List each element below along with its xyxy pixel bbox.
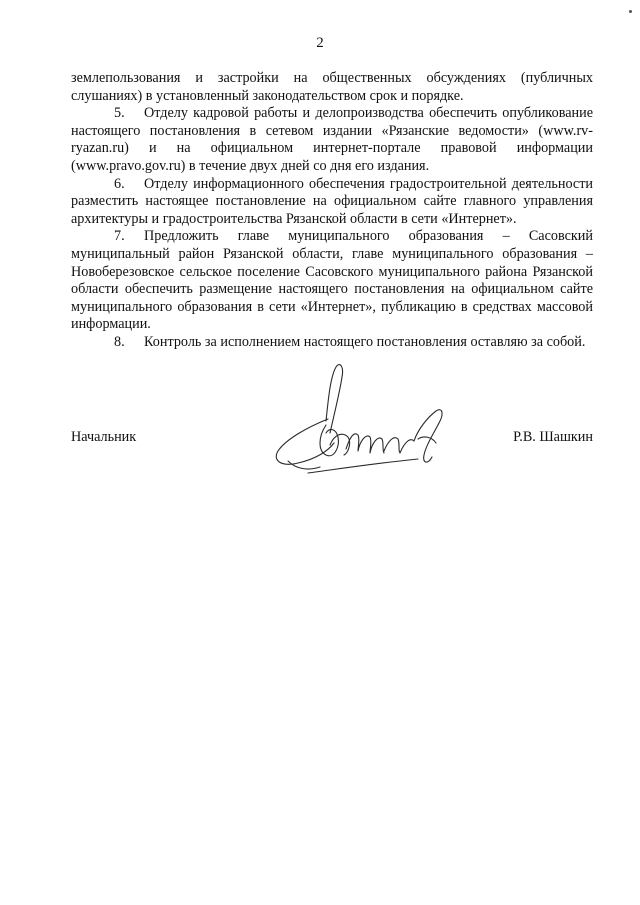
page-number: 2 (316, 35, 324, 51)
paragraph-5 (71, 105, 593, 175)
paragraph-text: Предложить главе муниципального образования – Сасовский муниципальный район Рязанской области, главе муниципального образования – Новоберезовское сельское поселение Сасовского муниципального района Рязанской области обеспечить размещение настоящего постановления на официальном сайте муниципального образования в сети «Интернет», публикацию в средствах массовой информации. (71, 228, 593, 333)
paragraph-number: 6. (114, 175, 125, 192)
signatory-title: Начальник (71, 429, 137, 445)
paragraph-6 (71, 176, 593, 229)
paragraph-number: 8. (114, 333, 125, 350)
paragraph-text: Контроль за исполнением настоящего постановления оставляю за собой. (144, 333, 586, 350)
document-body (71, 70, 593, 352)
paragraph-text: Отделу кадровой работы и делопроизводства обеспечить опубликование настоящего постановления в сетевом издании «Рязанские ведомости» (www.rv-ryazan.ru) и на официальном интернет-портале правовой информации (www.pravo.gov.ru) в течение двух дней со дня его издания. (71, 105, 593, 174)
paragraph-number: 7. (114, 228, 125, 245)
paragraph-text: Отделу информационного обеспечения градостроительной деятельности разместить настоящее постановление на официальном сайте главного управления архитектуры и градостроительства Рязанской области в сети «Интернет». (71, 175, 593, 227)
paragraph-continuation (71, 70, 593, 105)
handwritten-signature (268, 355, 453, 485)
paragraph-8 (71, 334, 593, 352)
paragraph-text: землепользования и застройки на общественных обсуждениях (публичных слушаниях) в установленный законодательством срок и порядке. (71, 70, 593, 104)
signatory-name: Р.В. Шашкин (513, 429, 593, 445)
scan-speck (629, 10, 632, 13)
paragraph-7 (71, 228, 593, 334)
paragraph-number: 5. (114, 105, 125, 122)
